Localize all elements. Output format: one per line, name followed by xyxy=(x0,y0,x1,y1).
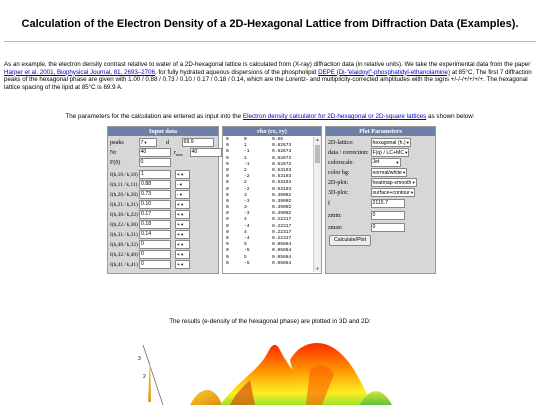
chevron-down-icon: ▾ xyxy=(179,192,182,197)
intensity-label: I(h,32 ⁄ k,40) xyxy=(110,251,138,258)
zmin-label: zmin: xyxy=(328,212,342,219)
rho-rx: 0 xyxy=(226,186,229,192)
plot-parameters-header: Plot Parameters xyxy=(326,127,435,136)
page-title: Calculation of the Electron Density of a 2D-Hexagonal Lattice from Diffraction Data (Examples). xyxy=(21,18,519,30)
rho-value: 0.62673 xyxy=(272,143,292,149)
rho-rx: 0 xyxy=(226,205,229,211)
rho-rx: 0 xyxy=(226,211,229,217)
rho-value: 0.22317 xyxy=(272,229,292,235)
intensity-row xyxy=(110,190,190,199)
rho-rx: 0 xyxy=(226,137,229,142)
rho-ry: -1 xyxy=(244,149,250,155)
sign-select[interactable]: +▾ xyxy=(175,170,190,179)
plot-parameters-panel xyxy=(325,126,436,274)
intensity-input[interactable]: 0 xyxy=(139,260,171,269)
d-label: d xyxy=(166,139,169,146)
chevron-down-icon: ▾ xyxy=(181,222,184,227)
plot3d-label: 3D-plot: xyxy=(328,189,349,196)
surface-plot-3d[interactable] xyxy=(0,330,540,405)
rho-rx: 0 xyxy=(226,198,229,204)
rho-ry: 2 xyxy=(244,180,247,186)
intensity-row xyxy=(110,200,190,209)
rho-rx: 0 xyxy=(226,174,229,180)
chevron-down-icon: ▾ xyxy=(405,150,408,155)
lattice-label: 2D-lattice: xyxy=(328,139,354,146)
plot3d-row xyxy=(328,188,415,197)
sign-select[interactable]: +▾ xyxy=(175,200,190,209)
rmax-input[interactable]: 40 xyxy=(190,148,222,157)
chevron-down-icon: ▾ xyxy=(410,190,414,195)
zmax-label: zmax: xyxy=(328,224,343,231)
rho-ry: 4 xyxy=(244,229,247,235)
colorbg-label: color bg: xyxy=(328,169,350,176)
rho-header: rho (rx, ry) xyxy=(223,127,321,136)
f0-label: F(0) xyxy=(110,159,121,166)
colorscale-row xyxy=(328,158,401,167)
intensity-row xyxy=(110,230,190,239)
rho-scrollbar[interactable] xyxy=(313,137,321,272)
chevron-down-icon: ▾ xyxy=(402,170,406,175)
rho-value: 0.53193 xyxy=(272,167,292,173)
calculate-plot-button[interactable]: Calculate/Plot xyxy=(329,235,371,246)
chevron-down-icon: ▾ xyxy=(179,182,182,187)
sign-select[interactable]: +▾ xyxy=(175,210,190,219)
rho-rx: 0 xyxy=(226,248,229,254)
intensity-label: I(h,31 ⁄ k,31) xyxy=(110,231,138,238)
results-text: The results (e-density of the hexagonal phase) are plotted in 3D and 2D: xyxy=(169,318,371,325)
intensity-label: I(h,30 ⁄ k,22) xyxy=(110,211,138,218)
f0-row xyxy=(110,158,171,167)
input-data-panel xyxy=(107,126,219,274)
rho-rx: 0 xyxy=(226,217,229,223)
rho-ry: -4 xyxy=(244,236,250,241)
scroll-down-icon[interactable]: ▼ xyxy=(315,266,320,271)
rho-ry: -1 xyxy=(244,161,250,167)
peaks-select[interactable]: 7▾ xyxy=(139,138,157,147)
f-row xyxy=(328,199,405,208)
rmax-label: $r_{max}$ xyxy=(174,149,183,158)
rho-value: 0.22317 xyxy=(272,217,292,223)
rho-value: 0.62673 xyxy=(272,149,292,155)
intensity-input[interactable]: 0.14 xyxy=(139,230,171,239)
intensity-input[interactable]: 0 xyxy=(139,240,171,249)
rho-rx: 0 xyxy=(226,155,229,161)
colorscale-label: colorscale: xyxy=(328,159,354,166)
chevron-down-icon: ▾ xyxy=(144,140,147,145)
sign-select[interactable]: +▾ xyxy=(175,240,190,249)
paragraph-text-1: As an example, the electron density contrast relative to water of a 2D-hexagonal lattice is calculated from (X-ray) diffraction data (in relative units). We take the experimental data from the paper xyxy=(4,61,531,68)
rho-ry: -2 xyxy=(244,174,250,180)
lattice-select[interactable]: hexagonal (h.)▾ xyxy=(372,140,409,146)
intensity-row xyxy=(110,250,190,259)
rho-rx: 0 xyxy=(226,242,229,248)
datasource-select[interactable]: F(q) / LC+MC▾ xyxy=(372,150,408,156)
f-input[interactable]: 2115.7 xyxy=(371,199,405,208)
rho-value: 0.05864 xyxy=(272,248,292,254)
rho-ry: 3 xyxy=(244,192,247,198)
intensity-label: I(h,41 ⁄ k,41) xyxy=(110,261,138,268)
intensity-row xyxy=(110,260,190,269)
rho-rx: 0 xyxy=(226,254,229,260)
paragraph-text-3: at 85°C. The first 7 diffraction peaks of the hexagonal phase are given with 1.00 / 0.88 / 0.73 / 0.10 / 0.17 / 0.18 / 0.14, which are the Lorentz- and multiplicity-corrected amplitudes with the signs +/-/-/+/+/+/+. The hexagonal lattice spacing of the lipid at 85°C is 69.9 A. xyxy=(4,68,532,91)
peaks-row xyxy=(110,138,214,147)
intensity-label: I(h,22 ⁄ k,30) xyxy=(110,221,138,228)
f0-input[interactable]: 0 xyxy=(139,158,171,167)
z-tick-3: 3 xyxy=(138,356,141,362)
description-paragraph xyxy=(4,61,536,91)
sign-select[interactable]: +▾ xyxy=(175,250,190,259)
rho-ry: 2 xyxy=(244,167,247,173)
rho-output-panel xyxy=(222,126,322,274)
chevron-down-icon: ▾ xyxy=(406,140,409,145)
lattice-row xyxy=(328,138,411,147)
harper-paper-link[interactable]: Harper et al. 2001, Biophysical Journal, 81, 2693–2706 xyxy=(4,68,156,76)
paragraph-text-2: , for fully hydrated aqueous dispersions of the phospholipid xyxy=(155,68,319,76)
chevron-down-icon: ▾ xyxy=(181,202,184,207)
colorbg-select[interactable]: normal/white▾ xyxy=(372,170,406,176)
f-label: f xyxy=(328,200,330,207)
rho-value: 0.53193 xyxy=(272,180,292,186)
rho-value: 0.05864 xyxy=(272,260,292,266)
colorbg-row xyxy=(328,168,407,177)
rho-value: 0.53193 xyxy=(272,186,292,192)
rho-ry: 1 xyxy=(244,143,247,149)
rho-rx: 0 xyxy=(226,149,229,155)
zmin-input[interactable]: 0 xyxy=(371,211,405,220)
rho-ry: 3 xyxy=(244,205,247,211)
rho-ry: -3 xyxy=(244,211,250,217)
zmax-row xyxy=(328,223,405,232)
plot2d-select[interactable]: heatmap-smooth▾ xyxy=(372,180,415,186)
plot2d-label: 2D-plot: xyxy=(328,179,349,186)
rho-textarea[interactable] xyxy=(224,137,312,272)
chevron-down-icon: ▾ xyxy=(181,172,184,177)
rho-value: 0.62673 xyxy=(272,161,292,167)
intensity-input[interactable]: 0.10 xyxy=(139,200,171,209)
depe-link[interactable]: DEPE (Di-"elaidoyl"-phosphatidyl-ethanolamine) xyxy=(318,68,451,76)
rho-ry: -5 xyxy=(244,248,250,254)
intensity-input[interactable]: 0 xyxy=(139,250,171,259)
chevron-down-icon: ▾ xyxy=(181,242,184,247)
sign-select[interactable]: -▾ xyxy=(175,190,190,199)
plot2d-row xyxy=(328,178,417,187)
rho-ry: 4 xyxy=(244,217,247,223)
intensity-label: I(h,40 ⁄ k,32) xyxy=(110,241,138,248)
scroll-up-icon[interactable]: ▲ xyxy=(315,137,320,142)
scroll-thumb[interactable] xyxy=(315,145,320,163)
plot3d-select[interactable]: surface+contour▾ xyxy=(372,190,414,196)
intensity-label: I(h,20 ⁄ k,20) xyxy=(110,191,138,198)
sign-select[interactable]: -▾ xyxy=(175,180,190,189)
sign-select[interactable]: +▾ xyxy=(175,230,190,239)
rho-value: 0.39002 xyxy=(272,205,292,211)
input-data-header: Input data xyxy=(108,127,218,136)
nr-label: Nr xyxy=(110,149,117,156)
peaks-label: peaks xyxy=(110,139,124,146)
intensity-row xyxy=(110,210,190,219)
colorscale-select[interactable]: Jet ▾ xyxy=(372,159,399,165)
rho-rx: 0 xyxy=(226,161,229,167)
rho-value: 0.05864 xyxy=(272,254,292,260)
surface-plot-svg xyxy=(0,330,540,405)
rho-rx: 0 xyxy=(226,143,229,149)
rho-value: 0.05864 xyxy=(272,242,292,248)
rho-line xyxy=(224,261,312,267)
sign-select[interactable]: +▾ xyxy=(175,260,190,269)
rho-rx: 0 xyxy=(226,223,229,229)
intro-text-2: as shown below: xyxy=(426,113,475,120)
intensity-label: I(h,21 ⁄ k,21) xyxy=(110,201,138,208)
intensity-row xyxy=(110,170,190,179)
intensity-row xyxy=(110,220,190,229)
datasource-row xyxy=(328,148,409,157)
chevron-down-icon: ▾ xyxy=(396,160,399,165)
rho-value: 0.53193 xyxy=(272,174,292,180)
rho-ry: 0 xyxy=(244,137,247,142)
rho-ry: 5 xyxy=(244,254,247,260)
intensity-label: I(h,11 ⁄ k,11) xyxy=(110,181,138,188)
spike-left xyxy=(148,356,151,402)
rho-rx: 0 xyxy=(226,180,229,186)
zmin-row xyxy=(328,211,405,220)
zmax-input[interactable]: 0 xyxy=(371,223,405,232)
rho-ry: 1 xyxy=(244,155,247,161)
intensity-input[interactable]: 0.18 xyxy=(139,220,171,229)
rho-value: 0.39002 xyxy=(272,192,292,198)
sign-select[interactable]: +▾ xyxy=(175,220,190,229)
chevron-down-icon: ▾ xyxy=(181,262,184,267)
intensity-input[interactable]: 1 xyxy=(139,170,171,179)
chevron-down-icon: ▾ xyxy=(181,232,184,237)
intensity-label: I(h,10 ⁄ k,10) xyxy=(110,171,138,178)
intro-text-1: The parameters for the calculation are entered as input into the xyxy=(65,113,243,120)
z-tick-2: 2 xyxy=(143,374,146,380)
datasource-label: data / correction: xyxy=(328,149,369,156)
intensity-row xyxy=(110,180,190,189)
rho-ry: 5 xyxy=(244,242,247,248)
rho-value: 0.22317 xyxy=(272,223,292,229)
rho-rx: 0 xyxy=(226,192,229,198)
intensity-input[interactable]: 0.88 xyxy=(139,180,171,189)
rho-value: 0.22317 xyxy=(272,236,292,241)
intensity-row xyxy=(110,240,190,249)
rho-rx: 0 xyxy=(226,167,229,173)
rho-ry: -5 xyxy=(244,260,250,266)
rho-value: 0.66 xyxy=(272,137,284,142)
nr-row xyxy=(110,148,222,157)
calculator-link[interactable]: Electron density calculator for 2D-hexagonal or 2D-square lattices xyxy=(242,113,427,120)
chevron-down-icon: ▾ xyxy=(181,212,184,217)
intensity-input[interactable]: 0.73 xyxy=(139,190,171,199)
ridge-small xyxy=(190,390,222,405)
rho-value: 0.39002 xyxy=(272,211,292,217)
divider xyxy=(4,41,536,42)
rho-value: 0.62673 xyxy=(272,155,292,161)
nr-input[interactable]: 40 xyxy=(139,148,171,157)
rho-rx: 0 xyxy=(226,229,229,235)
rho-value: 0.39002 xyxy=(272,198,292,204)
rho-ry: -2 xyxy=(244,186,250,192)
rho-rx: 0 xyxy=(226,260,229,266)
rho-ry: -3 xyxy=(244,198,250,204)
rho-ry: -4 xyxy=(244,223,250,229)
z-axis-line xyxy=(143,345,163,405)
chevron-down-icon: ▾ xyxy=(412,180,415,185)
rho-rx: 0 xyxy=(226,236,229,241)
chevron-down-icon: ▾ xyxy=(181,252,184,257)
intensity-input[interactable]: 0.17 xyxy=(139,210,171,219)
d-input[interactable]: 69.9 xyxy=(182,138,214,147)
intro-text xyxy=(0,113,540,120)
